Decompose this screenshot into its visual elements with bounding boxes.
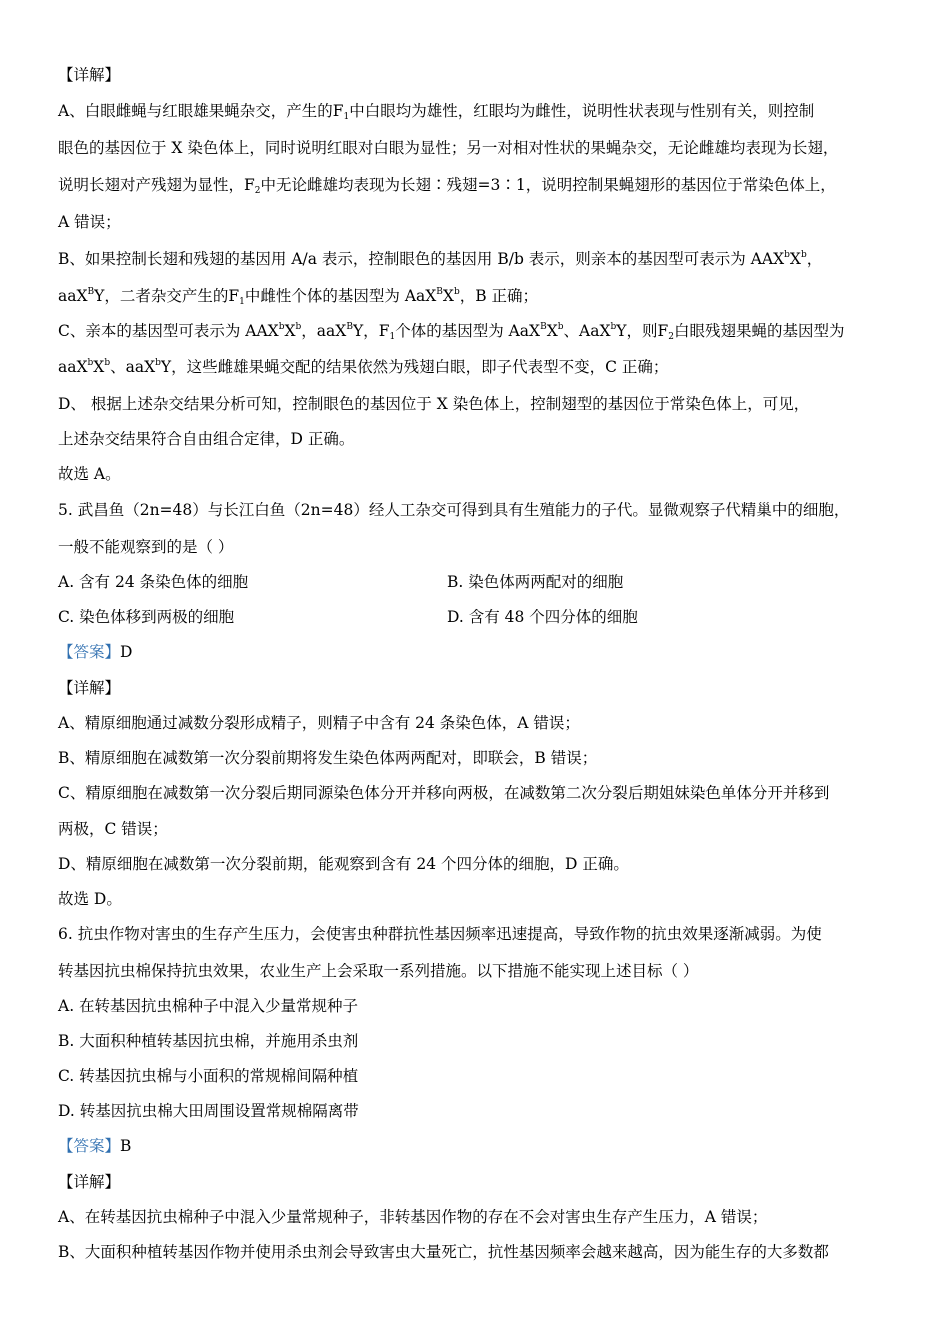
q6-option-a: A. 在转基因抗虫棉种子中混入少量常规种子 — [58, 997, 359, 1015]
q4-choose: 故选 A。 — [58, 465, 121, 483]
q6-stem-line1: 6. 抗虫作物对害虫的生存产生压力，会使害虫种群抗性基因频率迅速提高，导致作物的抗虫效果逐渐减弱。为使 — [58, 925, 822, 943]
q6-option-c: C. 转基因抗虫棉与小面积的常规棉间隔种植 — [58, 1067, 359, 1085]
q4-explain-b-line1: B、如果控制长翅和残翅的基因用 A/a 表示，控制眼色的基因用 B/b 表示，则亲本的基因型可表示为 $AAX^bX^b$， — [58, 250, 823, 268]
q6-option-d: D. 转基因抗虫棉大田周围设置常规棉隔离带 — [58, 1102, 359, 1120]
answer-label: 【答案】 — [58, 643, 121, 661]
q4-explain-heading: 【详解】 — [58, 66, 121, 84]
answer-label: 【答案】 — [58, 1137, 121, 1155]
q4-explain-a-line3: 说明长翅对产残翅为显性，$F_2$中无论雌雄均表现为长翅∶残翅=3∶1，说明控制果蝇翅形的基因位于常染色体上， — [58, 176, 836, 196]
q5-choose: 故选 D。 — [58, 890, 122, 908]
q6-explain-heading: 【详解】 — [58, 1173, 121, 1191]
q4-explain-c-line2: $aaX^bX^b$、aaX$^b$Y，这些雌雄果蝇交配的结果依然为残翅白眼，即子代表型不变，C 正确； — [58, 358, 669, 376]
q4-explain-d-line2: 上述杂交结果符合自由组合定律，D 正确。 — [58, 430, 355, 448]
q4-explain-b-line2: aaX$^B$Y，二者杂交产生的$F_1$中雌性个体的基因型为 $AaX^BX^b$，B 正确； — [58, 287, 539, 307]
q6-answer: 【答案】B — [58, 1137, 132, 1155]
q5-explain-b: B、精原细胞在减数第一次分裂前期将发生染色体两两配对，即联会，B 错误； — [58, 749, 598, 767]
q4-explain-d-line1: D、 根据上述杂交结果分析可知，控制眼色的基因位于 X 染色体上，控制翅型的基因位于常染色体上，可见， — [58, 395, 810, 413]
q4-explain-a-line2: 眼色的基因位于 X 染色体上，同时说明红眼对白眼为显性；另一对相对性状的果蝇杂交，无论雌雄均表现为长翅， — [58, 139, 839, 157]
q5-option-b: B. 染色体两两配对的细胞 — [447, 573, 624, 591]
q5-stem-line1: 5. 武昌鱼（2n=48）与长江白鱼（2n=48）经人工杂交可得到具有生殖能力的子代。显微观察子代精巢中的细胞， — [58, 501, 850, 519]
q4-explain-a-line4: A 错误； — [58, 213, 121, 231]
q5-answer: 【答案】D — [58, 643, 133, 661]
q5-option-a: A. 含有 24 条染色体的细胞 — [58, 573, 249, 591]
q5-explain-heading: 【详解】 — [58, 679, 121, 697]
q5-explain-d: D、精原细胞在减数第一次分裂前期，能观察到含有 24 个四分体的细胞，D 正确。 — [58, 855, 629, 873]
q6-option-b: B. 大面积种植转基因抗虫棉，并施用杀虫剂 — [58, 1032, 359, 1050]
q5-explain-c-line1: C、精原细胞在减数第一次分裂后期同源染色体分开并移向两极，在减数第二次分裂后期姐妹染色单体分开并移到 — [58, 784, 830, 802]
q4-explain-a-line1: A、白眼雌蝇与红眼雄果蝇杂交，产生的$F_1$中白眼均为雄性，红眼均为雌性，说明性状表现与性别有关，则控制 — [58, 102, 815, 122]
q5-option-d: D. 含有 48 个四分体的细胞 — [447, 608, 638, 626]
q5-stem-line2: 一般不能观察到的是（ ） — [58, 538, 234, 556]
q5-explain-a: A、精原细胞通过减数分裂形成精子，则精子中含有 24 条染色体，A 错误； — [58, 714, 580, 732]
q5-option-c: C. 染色体移到两极的细胞 — [58, 608, 235, 626]
q6-explain-b: B、大面积种植转基因作物并使用杀虫剂会导致害虫大量死亡，抗性基因频率会越来越高，因为能生存的大多数都 — [58, 1243, 829, 1261]
q6-explain-a: A、在转基因抗虫棉种子中混入少量常规种子，非转基因作物的存在不会对害虫生存产生压力，A 错误； — [58, 1208, 768, 1226]
q5-explain-c-line2: 两极，C 错误； — [58, 820, 168, 838]
q4-explain-c-line1: C、亲本的基因型可表示为 $AAX^bX^b$，aaX$^B$Y，$F_1$个体的基因型为 $AaX^BX^b$、AaX$^b$Y，则$F_2$白眼残翅果蝇的基因型为 — [58, 322, 845, 342]
q6-stem-line2: 转基因抗虫棉保持抗虫效果，农业生产上会采取一系列措施。以下措施不能实现上述目标（ ） — [58, 962, 699, 980]
